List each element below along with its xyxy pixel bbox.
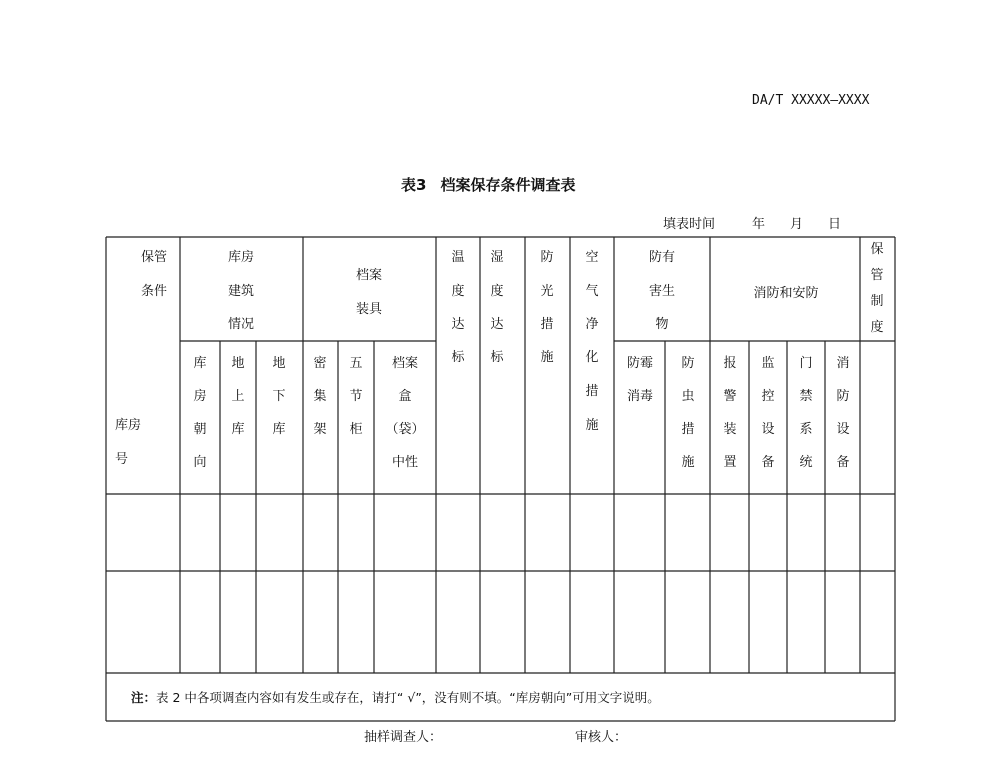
sub-compact-2: 集 (313, 389, 327, 404)
group-light-3: 措 (540, 317, 554, 332)
group-light-2: 光 (540, 284, 554, 299)
sub-above-ground-1: 地 (231, 356, 245, 371)
sub-box-3: （袋） (385, 422, 425, 437)
sub-fire-equipment-1: 消 (836, 356, 850, 371)
group-custody-1: 保 (870, 242, 884, 257)
group-temperature-1: 温 (451, 250, 465, 265)
group-equipment-line2: 装具 (355, 302, 383, 317)
sub-alarm-3: 装 (723, 422, 737, 437)
sub-insect-3: 措 (681, 422, 695, 437)
group-air-2: 气 (585, 284, 599, 299)
sub-monitor-2: 控 (761, 389, 775, 404)
sub-insect-4: 施 (681, 455, 695, 470)
sub-alarm-4: 置 (723, 455, 737, 470)
group-temperature-2: 度 (451, 284, 465, 299)
sub-box-4: 中性 (391, 455, 419, 470)
group-light-1: 防 (540, 250, 554, 265)
reviewer-signature-label: 审核人： (575, 730, 628, 745)
sub-insect-2: 虫 (681, 389, 695, 404)
sub-mold-2: 消毒 (626, 389, 654, 404)
sub-access-1: 门 (799, 356, 813, 371)
group-pests-line1: 防有 (648, 250, 676, 265)
group-pests-line2: 害生 (648, 284, 676, 299)
sub-access-3: 系 (799, 422, 813, 437)
table-title-text: 档案保存条件调查表 (440, 176, 576, 194)
group-building-line3: 情况 (227, 317, 255, 332)
sub-insect-1: 防 (681, 356, 695, 371)
table-note-text: 表 2 中各项调查内容如有发生或存在，请打“ √”，没有则不填。“库房朝向”可用文字说明。 (156, 690, 660, 705)
sub-monitor-1: 监 (761, 356, 775, 371)
group-building-line1: 库房 (227, 250, 255, 265)
fill-date-month: 月 (790, 217, 804, 232)
sub-fire-equipment-3: 设 (836, 422, 850, 437)
group-custody-3: 制 (870, 294, 884, 309)
corner-top-line2: 条件 (141, 284, 168, 299)
sub-five-drawer-3: 柜 (349, 422, 363, 437)
group-air-1: 空 (585, 250, 599, 265)
group-temperature-4: 标 (451, 350, 465, 365)
group-custody-2: 管 (870, 268, 884, 283)
sub-orientation-2: 房 (193, 389, 207, 404)
group-fire-security: 消防和安防 (753, 286, 819, 301)
table-number: 表3 (401, 176, 427, 194)
fill-date-label: 填表时间 (663, 217, 716, 232)
corner-top-line1: 保管 (141, 250, 168, 265)
fill-date-year: 年 (752, 217, 766, 232)
sub-access-2: 禁 (799, 389, 813, 404)
group-humidity-2: 度 (490, 284, 504, 299)
sub-orientation-1: 库 (193, 356, 207, 371)
sub-monitor-4: 备 (761, 455, 775, 470)
group-humidity-4: 标 (490, 350, 504, 365)
corner-bottom-line1: 库房 (115, 418, 142, 433)
corner-bottom-line2: 号 (115, 452, 129, 467)
group-air-6: 施 (585, 418, 599, 433)
fill-date-day: 日 (828, 217, 842, 232)
group-equipment-line1: 档案 (355, 268, 383, 283)
sub-box-1: 档案 (391, 356, 419, 371)
sub-alarm-2: 警 (723, 389, 737, 404)
sub-underground-2: 下 (272, 389, 286, 404)
table-note (131, 688, 660, 706)
sub-five-drawer-2: 节 (349, 389, 363, 404)
sub-alarm-1: 报 (723, 356, 737, 371)
group-humidity-3: 达 (490, 317, 504, 332)
group-temperature-3: 达 (451, 317, 465, 332)
sub-orientation-3: 朝 (193, 422, 207, 437)
document-code: DA/T XXXXX—XXXX (752, 93, 870, 108)
sub-above-ground-3: 库 (231, 422, 245, 437)
table-note-lead: 注： (131, 690, 157, 705)
sub-mold-1: 防霉 (626, 356, 654, 371)
sub-monitor-3: 设 (761, 422, 775, 437)
sub-fire-equipment-2: 防 (836, 389, 850, 404)
sub-compact-3: 架 (313, 422, 327, 437)
sub-underground-3: 库 (272, 422, 286, 437)
sub-orientation-4: 向 (193, 455, 207, 470)
group-air-4: 化 (585, 350, 599, 365)
group-custody-4: 度 (870, 320, 884, 335)
sub-fire-equipment-4: 备 (836, 455, 850, 470)
group-light-4: 施 (540, 350, 554, 365)
sub-five-drawer-1: 五 (349, 356, 363, 371)
group-building-line2: 建筑 (227, 284, 255, 299)
sub-compact-1: 密 (313, 356, 327, 371)
group-air-3: 净 (585, 317, 599, 332)
group-humidity-1: 湿 (490, 250, 504, 265)
group-pests-line3: 物 (655, 317, 669, 332)
sub-underground-1: 地 (272, 356, 286, 371)
sub-box-2: 盒 (398, 389, 412, 404)
sub-access-4: 统 (799, 455, 813, 470)
sub-above-ground-2: 上 (231, 389, 245, 404)
group-air-5: 措 (585, 384, 599, 399)
investigator-signature-label: 抽样调查人： (364, 730, 443, 745)
